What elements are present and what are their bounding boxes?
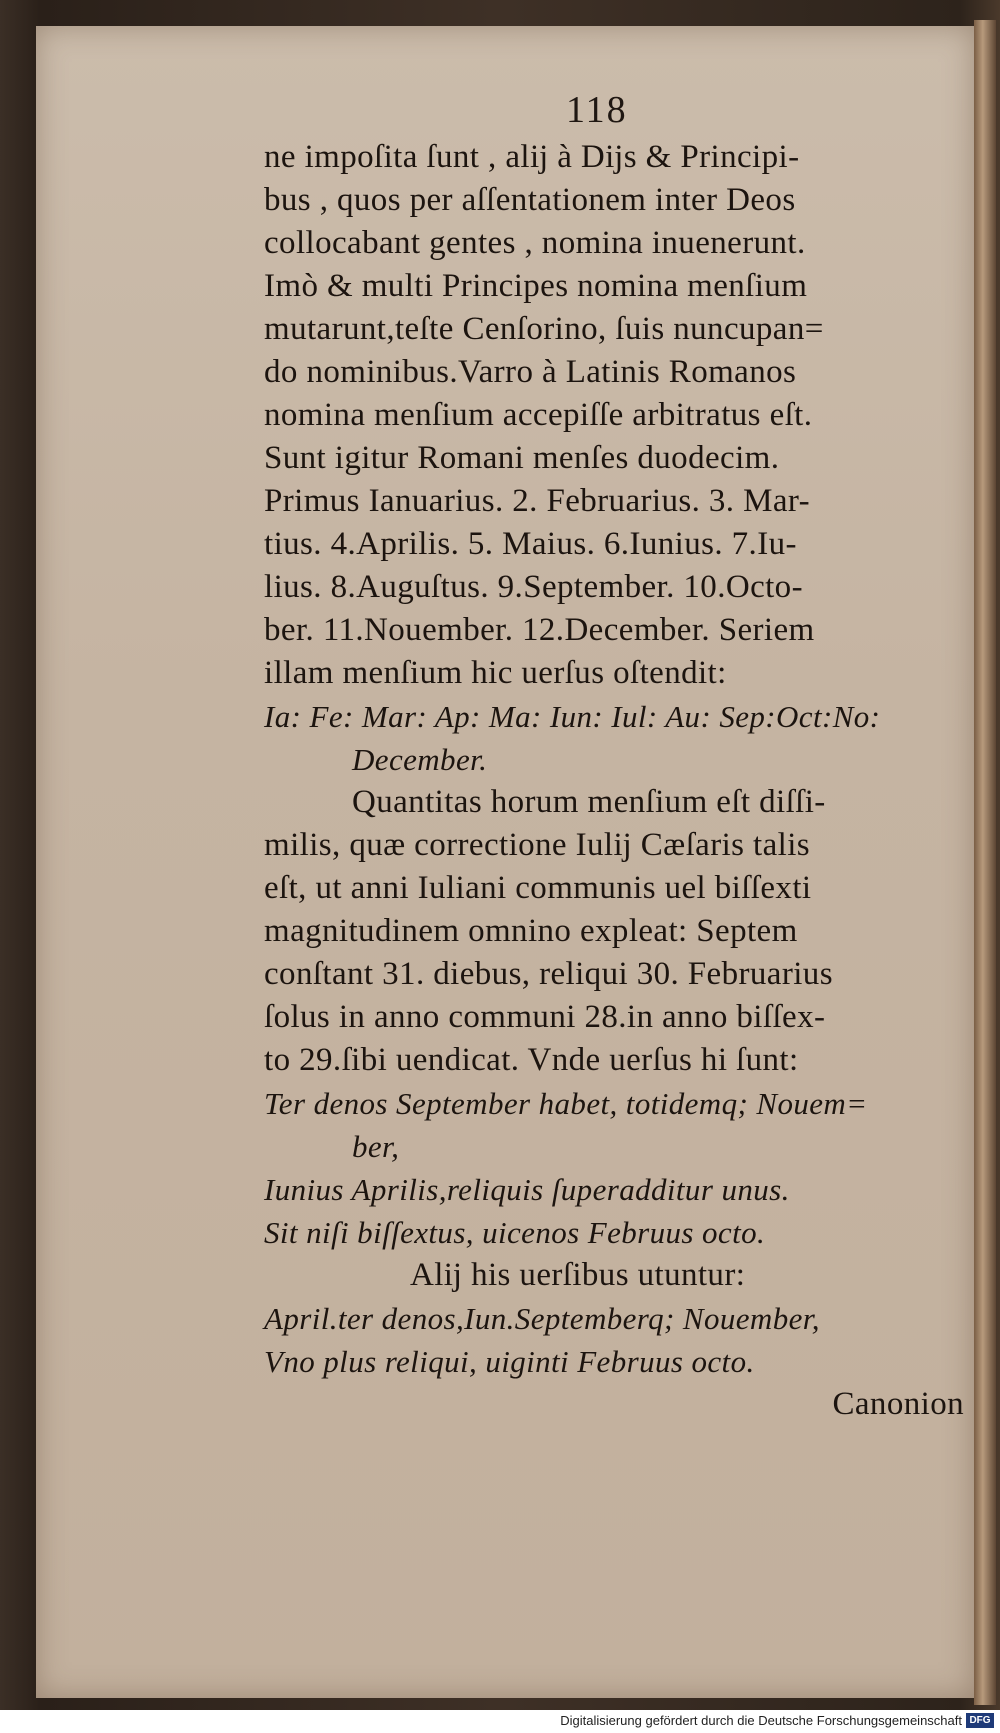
page-edge [974, 20, 996, 1705]
text-line: magnitudinem omnino expleat: Septem [264, 913, 798, 949]
text-line: Imò & multi Principes nomina menſium [264, 268, 808, 304]
footer [0, 1710, 1000, 1733]
text-line: milis, quæ correctione Iulĳ Cæſaris talis [264, 827, 811, 863]
text-line: Ter denos September habet, totidemq; Nouem= [264, 1086, 868, 1121]
text-line: Sit niſi biſſextus, uicenos Februus octo. [264, 1215, 766, 1250]
text-line: illam menſium hic uerſus oſtendit: [264, 655, 727, 691]
page-text [264, 136, 964, 1426]
text-line: ne impoſita ſunt , alĳ à Dĳs & Principi- [264, 139, 800, 175]
text-line: collocabant gentes , nomina inuenerunt. [264, 225, 806, 261]
funding-notice: Digitalisierung gefördert durch die Deutsche Forschungsgemeinschaft [560, 1713, 962, 1728]
text-line: Iunius Aprilis,reliquis ſuperadditur unus. [264, 1172, 790, 1207]
text-line: mutarunt,teſte Cenſorino, ſuis nuncupan= [264, 311, 824, 347]
page-number: 118 [566, 89, 628, 131]
text-line: tius. 4.Aprilis. 5. Maius. 6.Iunius. 7.Iu- [264, 526, 797, 562]
text-line: ber, [352, 1129, 400, 1164]
catchword: Canonion [832, 1386, 964, 1422]
text-line: to 29.ſibi uendicat. Vnde uerſus hi ſunt: [264, 1042, 799, 1078]
text-line: Quantitas horum menſium eſt diſſi- [352, 784, 826, 820]
dfg-logo-icon: DFG [966, 1713, 994, 1728]
text-line: Alĳ his uerſibus utuntur: [410, 1257, 746, 1293]
text-line: Sunt igitur Romani menſes duodecim. [264, 440, 780, 476]
text-line: December. [352, 742, 488, 777]
text-line: April.ter denos,Iun.Septemberq; Nouember, [264, 1301, 820, 1336]
text-line: nomina menſium accepiſſe arbitratus eſt. [264, 397, 813, 433]
text-line: conſtant 31. diebus, reliqui 30. Februarius [264, 956, 833, 992]
text-line: do nominibus.Varro à Latinis Romanos [264, 354, 797, 390]
text-line: ſolus in anno communi 28.in anno biſſex- [264, 999, 826, 1035]
text-line: eſt, ut anni Iuliani communis uel biſſexti [264, 870, 812, 906]
text-line: Primus Ianuarius. 2. Februarius. 3. Mar- [264, 483, 810, 519]
text-line: lius. 8.Auguſtus. 9.September. 10.Octo- [264, 569, 803, 605]
text-line: bus , quos per aſſentationem inter Deos [264, 182, 796, 218]
text-line: Vno plus reliqui, uiginti Februus octo. [264, 1344, 755, 1379]
text-line: ber. 11.Nouember. 12.December. Seriem [264, 612, 815, 648]
text-line: Ia: Fe: Mar: Ap: Ma: Iun: Iul: Au: Sep:Oct:No: [264, 699, 881, 734]
